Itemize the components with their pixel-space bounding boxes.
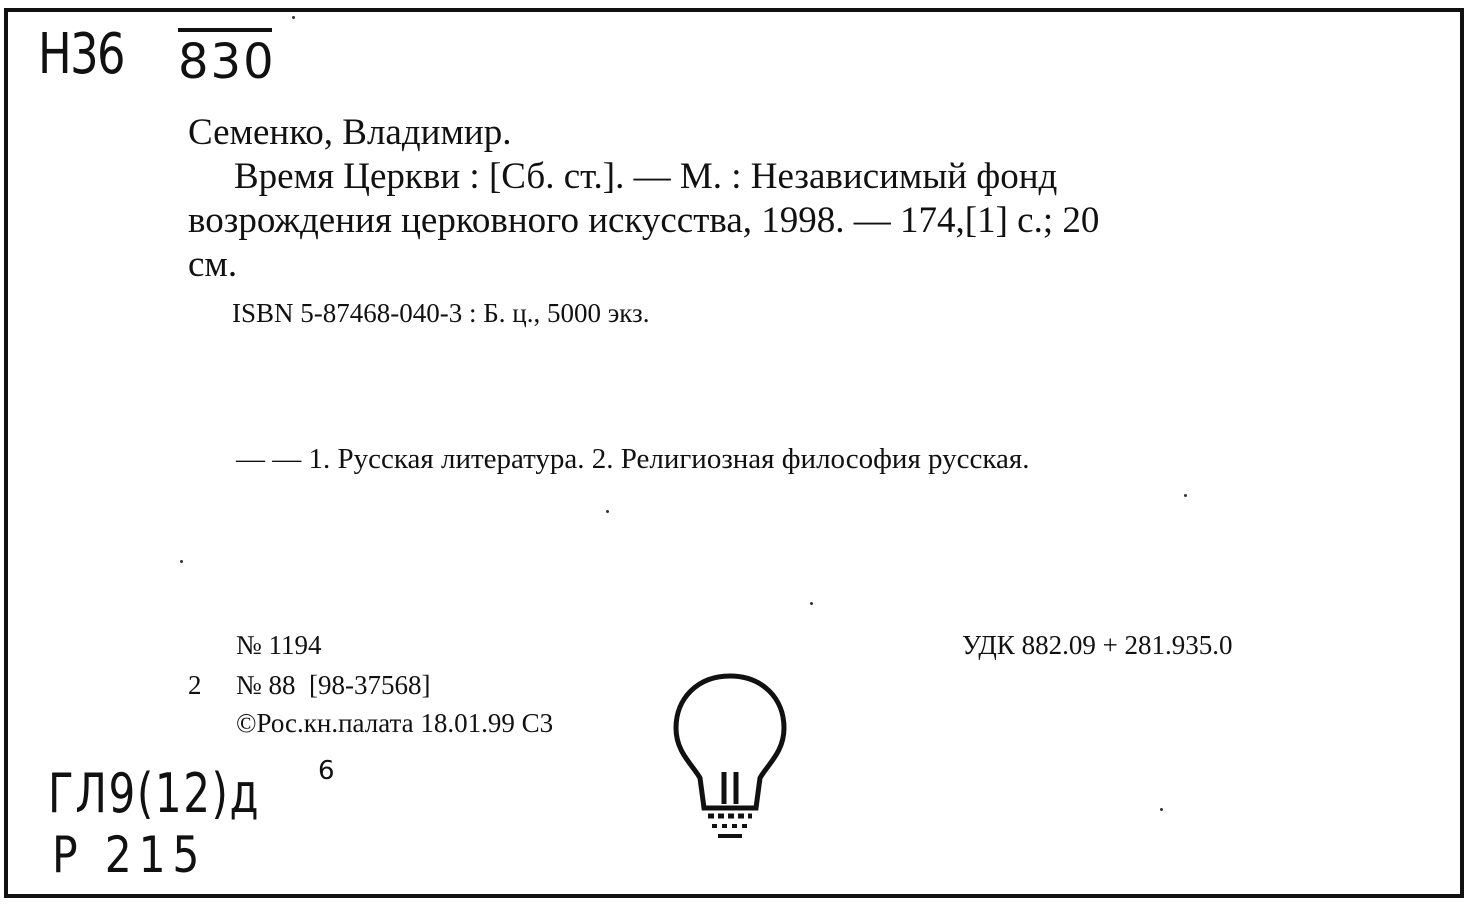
title-line-2: возрождения церковного искусства, 1998. — 174,[1] с.; 20 [188, 200, 1100, 241]
record-number-1: № 1194 [236, 630, 322, 660]
shelf-code-handwritten: Н36 [38, 22, 124, 87]
publisher-line: ©Рос.кн.палата 18.01.99 С3 [236, 708, 554, 738]
isbn-line: ISBN 5-87468-040-3 : Б. ц., 5000 экз. [232, 298, 650, 328]
inventory-overline [178, 28, 272, 32]
record-number-2: № 88 [98-37568] [236, 670, 431, 700]
lightbulb-icon [670, 668, 790, 848]
speck [1160, 808, 1163, 811]
author-heading: Семенко, Владимир. [188, 112, 512, 153]
speck [1184, 494, 1187, 497]
inventory-code-handwritten: 830 [178, 34, 276, 90]
classification-handwritten: ГЛ9(12)д [48, 762, 261, 825]
speck [810, 602, 813, 605]
subject-headings: — — 1. Русская литература. 2. Религиозная философия русская. [236, 443, 1030, 475]
speck [606, 510, 609, 513]
p-code-handwritten: Р 215 [52, 826, 207, 884]
speck [292, 16, 295, 19]
record-number-2-prefix: 2 [188, 670, 202, 700]
speck [180, 560, 183, 563]
title-line-1: Время Церкви : [Сб. ст.]. — М. : Независимый фонд [234, 156, 1058, 197]
udk-code: УДК 882.09 + 281.935.0 [962, 630, 1233, 660]
classification-superscript: 6 [318, 756, 335, 786]
title-line-3: см. [188, 244, 238, 285]
